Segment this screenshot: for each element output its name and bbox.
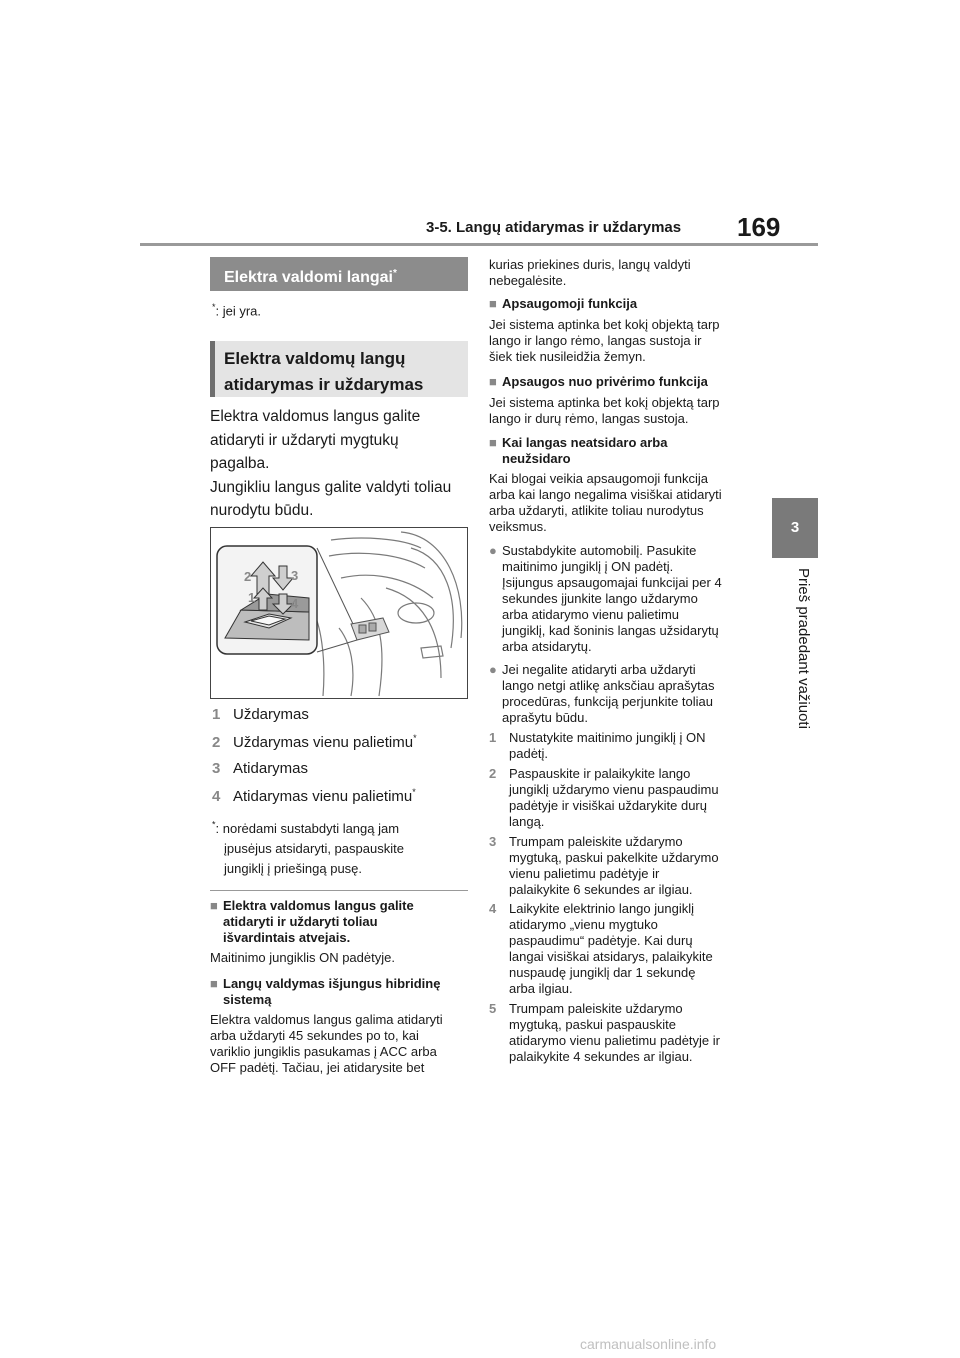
round-bullet-icon: ● bbox=[489, 543, 497, 558]
paragraph-line: variklio jungiklis pasukamas į ACC arba bbox=[210, 1044, 437, 1059]
subheading-line: Apsaugos nuo privėrimo funkcija bbox=[502, 374, 708, 389]
step-line: nuspaudę jungiklį dar 1 sekundę bbox=[509, 965, 696, 980]
step-item bbox=[489, 901, 753, 997]
step-line: jungiklį uždarymo vienu paspaudimu bbox=[509, 782, 719, 797]
step-line: mygtuką, paskui pakelkite uždarymo bbox=[509, 850, 719, 865]
illustration-svg bbox=[211, 528, 467, 698]
step-number: 2 bbox=[489, 766, 497, 781]
list-item bbox=[212, 706, 470, 723]
step-number: 4 bbox=[489, 901, 497, 916]
step-number: 1 bbox=[489, 730, 497, 745]
square-bullet-icon: ■ bbox=[489, 296, 497, 311]
step-item bbox=[489, 834, 753, 898]
intro-line: nurodytu būdu. bbox=[210, 502, 314, 519]
paragraph bbox=[489, 257, 753, 289]
subheading bbox=[489, 435, 753, 467]
step-line: atidarymo vienu palietimu padėtyje ir bbox=[509, 1033, 720, 1048]
step-number: 3 bbox=[489, 834, 497, 849]
list-item bbox=[212, 733, 470, 751]
item-text: Uždarymas vienu palietimu bbox=[233, 734, 414, 751]
intro-line: pagalba. bbox=[210, 455, 270, 472]
step-line: palaikykite 4 sekundes ar ilgiau. bbox=[509, 1049, 693, 1064]
paragraph: Maitinimo jungiklis ON padėtyje. bbox=[210, 950, 395, 965]
paragraph-line: OFF padėtį. Tačiau, jei atidarysite bet bbox=[210, 1060, 425, 1075]
footnote-text: : jei yra. bbox=[215, 303, 262, 319]
step-line: Trumpam paleiskite uždarymo bbox=[509, 834, 683, 849]
paragraph bbox=[210, 1012, 472, 1076]
bullet-item bbox=[489, 543, 753, 655]
step-line: palaikykite 6 sekundes ar ilgiau. bbox=[509, 882, 693, 897]
footnote-text: : norėdami sustabdyti langą jam bbox=[215, 821, 400, 837]
bullet-line: Jei negalite atidaryti arba uždaryti bbox=[502, 662, 696, 677]
step-line: Laikykite elektrinio lango jungiklį bbox=[509, 901, 694, 916]
paragraph-line: Kai blogai veikia apsaugomoji funkcija bbox=[489, 471, 708, 486]
square-bullet-icon: ■ bbox=[210, 898, 218, 913]
subsection-title-line1: Elektra valdomų langų bbox=[224, 349, 406, 368]
bullet-line: lango netgi atlikę anksčiau aprašytas bbox=[502, 678, 715, 693]
item-number: 4 bbox=[212, 788, 221, 805]
step-line: arba ilgiau. bbox=[509, 981, 573, 996]
header-rule bbox=[140, 243, 818, 246]
page-number: 169 bbox=[737, 212, 781, 242]
subheading bbox=[489, 374, 753, 390]
item-number: 3 bbox=[212, 760, 221, 777]
step-line: vienu palietimu padėtyje ir bbox=[509, 866, 660, 881]
subheading-line: atidaryti ir uždaryti toliau bbox=[223, 914, 378, 929]
bullet-line: procedūras, funkciją perjunkite toliau bbox=[502, 694, 714, 709]
step-line: padėtyje ir visiškai uždarykite durų bbox=[509, 798, 707, 813]
footnote-mark: * bbox=[412, 787, 416, 797]
round-bullet-icon: ● bbox=[489, 662, 497, 677]
step-line: langai visiškai atsidarys, palaikykite bbox=[509, 949, 713, 964]
paragraph-line: šiek tiek nusileidžia žemyn. bbox=[489, 349, 646, 364]
figure-label-3: 3 bbox=[291, 568, 299, 583]
paragraph-line: nebegalėsite. bbox=[489, 273, 567, 288]
subheading-line: Langų valdymas išjungus hibridinę bbox=[223, 976, 441, 991]
item-number: 2 bbox=[212, 734, 221, 751]
step-line: langą. bbox=[509, 814, 545, 829]
paragraph-line: lango ir durų rėmo, langas sustoja. bbox=[489, 411, 689, 426]
intro-line: Jungikliu langus galite valdyti toliau bbox=[210, 478, 452, 496]
subheading-line: sistemą bbox=[223, 992, 272, 1007]
bullet-line: aprašytu būdu. bbox=[502, 710, 589, 725]
subheading-line: išvardintais atvejais. bbox=[223, 930, 351, 945]
intro-text bbox=[210, 405, 468, 523]
step-line: mygtuką, paskui paspauskite bbox=[509, 1017, 676, 1032]
window-switch-illustration bbox=[210, 527, 468, 699]
figure-label-1: 1 bbox=[248, 590, 256, 605]
intro-line: Elektra valdomus langus galite bbox=[210, 408, 421, 425]
section-title-box bbox=[210, 257, 468, 291]
paragraph-line: Jei sistema aptinka bet kokį objektą tarp bbox=[489, 395, 720, 410]
paragraph bbox=[489, 395, 753, 427]
step-line: Nustatykite maitinimo jungiklį į ON bbox=[509, 730, 706, 745]
paragraph-line: arba uždaryti, atlikite toliau nurodytus bbox=[489, 503, 704, 518]
footnote-text: įpusėjus atsidaryti, paspauskite bbox=[224, 841, 404, 857]
square-bullet-icon: ■ bbox=[210, 976, 218, 991]
step-line: padėtį. bbox=[509, 746, 549, 761]
item-text: Uždarymas bbox=[233, 706, 309, 723]
paragraph bbox=[489, 471, 753, 535]
step-item bbox=[489, 766, 753, 830]
step-line: atidarymo „vienu mygtuko bbox=[509, 917, 658, 932]
paragraph bbox=[489, 317, 753, 365]
list-item bbox=[212, 787, 470, 805]
figure-label-4: 4 bbox=[291, 596, 299, 611]
paragraph-line: arba kai lango negalima visiškai atidaryti bbox=[489, 487, 722, 502]
watermark: carmanualsonline.info bbox=[580, 1336, 717, 1352]
footnote-mark: * bbox=[212, 302, 216, 312]
footnote-text: jungiklį į priešingą pusę. bbox=[224, 861, 363, 877]
paragraph-line: veiksmus. bbox=[489, 519, 547, 534]
subheading-line: neužsidaro bbox=[502, 451, 571, 466]
paragraph-line: Jei sistema aptinka bet kokį objektą tarp bbox=[489, 317, 720, 332]
subheading bbox=[210, 898, 468, 946]
step-line: paspaudimu“ padėtyje. Kai durų bbox=[509, 933, 693, 948]
paragraph-line: lango ir lango rėmo, langas sustoja ir bbox=[489, 333, 702, 348]
intro-line: atidaryti ir uždaryti mygtukų bbox=[210, 431, 399, 449]
step-item bbox=[489, 730, 753, 762]
bullet-line: sekundes įjunkite lango uždarymo bbox=[502, 591, 698, 606]
subsection-title-line2: atidarymas ir uždarymas bbox=[224, 375, 424, 394]
figure-label-2: 2 bbox=[244, 569, 252, 584]
section-header: 3-5. Langų atidarymas ir uždarymas bbox=[426, 219, 682, 236]
paragraph-line: Elektra valdomus langus galima atidaryti bbox=[210, 1012, 443, 1027]
subheading-line: Apsaugomoji funkcija bbox=[502, 296, 638, 311]
bullet-line: Įsijungus apsaugomajai funkcijai per 4 bbox=[502, 575, 722, 590]
square-bullet-icon: ■ bbox=[489, 374, 497, 389]
subsection-title-box bbox=[210, 341, 468, 397]
subheading-line: Kai langas neatsidaro arba bbox=[502, 435, 668, 450]
chapter-label: Prieš pradedant važiuoti bbox=[795, 568, 812, 729]
bullet-line: arba atsidarytų. bbox=[502, 639, 592, 654]
subheading bbox=[210, 976, 468, 1008]
item-text: Atidarymas bbox=[233, 760, 309, 777]
footnote-mark: * bbox=[413, 733, 417, 743]
section-title: Elektra valdomi langai bbox=[224, 269, 393, 287]
footnote-mark: * bbox=[212, 820, 216, 830]
bullet-line: jungiklį, kad šoninis langas užsidarytų bbox=[502, 623, 719, 638]
bullet-line: maitinimo jungiklį į ON padėtį. bbox=[502, 559, 674, 574]
item-text: Atidarymas vienu palietimu bbox=[233, 788, 413, 805]
step-line: Paspauskite ir palaikykite lango bbox=[509, 766, 691, 781]
paragraph-line: kurias priekines duris, langų valdyti bbox=[489, 257, 691, 272]
step-item bbox=[489, 1001, 753, 1065]
subheading-line: Elektra valdomus langus galite bbox=[223, 898, 414, 913]
footnote-availability bbox=[212, 302, 261, 318]
footnote-stop bbox=[212, 815, 470, 879]
footnote-mark: * bbox=[392, 268, 397, 279]
subheading bbox=[489, 296, 753, 312]
paragraph-line: arba uždaryti 45 sekundes po to, kai bbox=[210, 1028, 419, 1043]
bullet-line: arba atidarymo vienu palietimu bbox=[502, 607, 680, 622]
section-divider bbox=[210, 890, 468, 891]
step-line: Trumpam paleiskite uždarymo bbox=[509, 1001, 683, 1016]
chapter-tab: 3 bbox=[772, 498, 818, 558]
bullet-line: Sustabdykite automobilį. Pasukite bbox=[502, 543, 697, 558]
list-item bbox=[212, 760, 470, 777]
square-bullet-icon: ■ bbox=[489, 435, 497, 450]
bullet-item bbox=[489, 662, 753, 726]
step-number: 5 bbox=[489, 1001, 497, 1016]
item-number: 1 bbox=[212, 706, 221, 723]
